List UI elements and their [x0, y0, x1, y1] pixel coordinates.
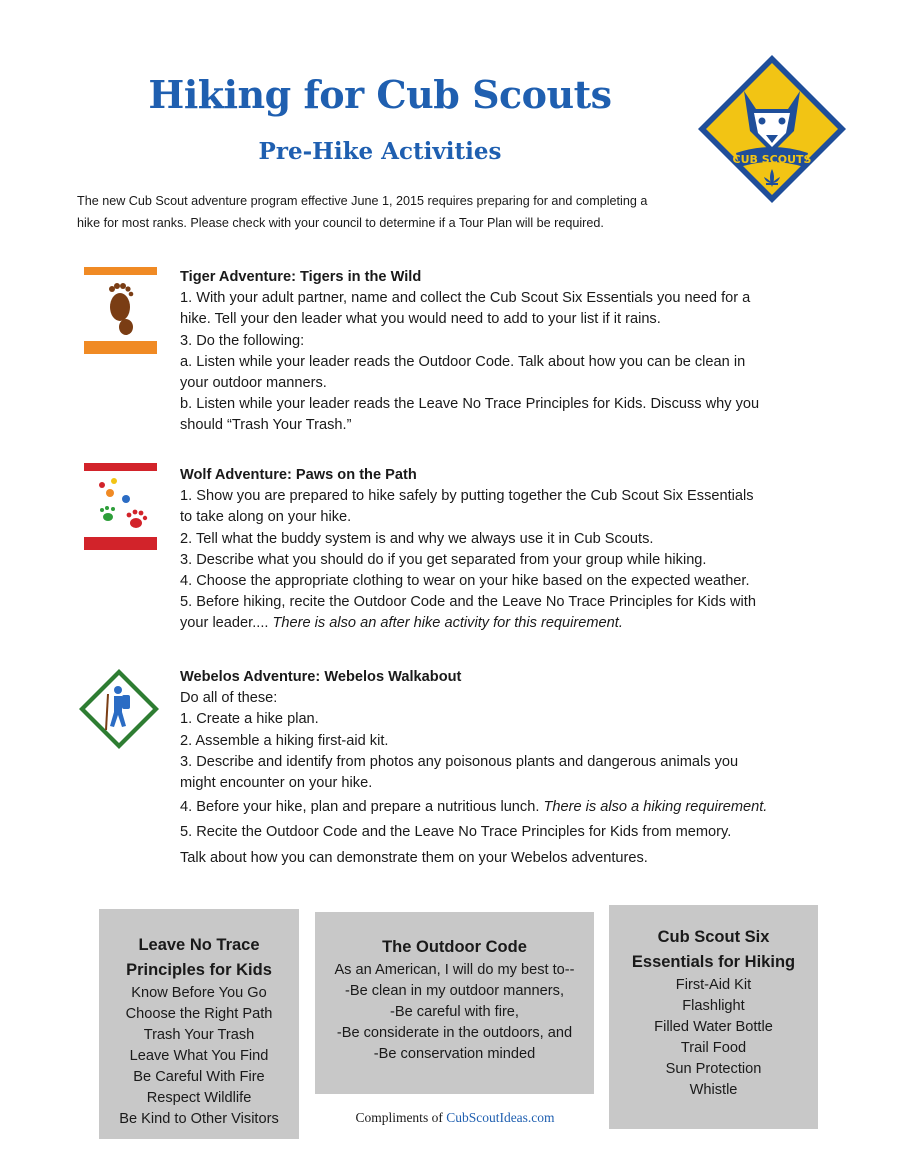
- site-link[interactable]: CubScoutIdeas.com: [446, 1110, 555, 1125]
- page-subtitle: Pre-Hike Activities: [258, 138, 502, 165]
- list-item: -Be careful with fire,: [390, 1004, 519, 1020]
- list-item: Do all of these:: [180, 690, 278, 707]
- list-item: Trash Your Trash: [143, 1027, 255, 1043]
- box-title: Essentials for Hiking: [631, 953, 796, 971]
- outdoor-code-box: [315, 912, 594, 1094]
- list-item: 2. Tell what the buddy system is and why we always use it in Cub Scouts.: [180, 530, 654, 547]
- webelos-badge: [78, 668, 160, 750]
- page-title: Hiking for Cub Scouts: [148, 72, 612, 117]
- list-item: Leave What You Find: [129, 1048, 269, 1064]
- list-item: 3. Describe what you should do if you get separated from your group while hiking.: [180, 551, 707, 568]
- list-item: 4. Choose the appropriate clothing to wear on your hike based on the expected weather.: [180, 573, 750, 590]
- list-item: Be Kind to Other Visitors: [119, 1111, 279, 1127]
- list-item: might encounter on your hike.: [180, 775, 373, 792]
- list-item: Whistle: [689, 1082, 738, 1098]
- list-item: should “Trash Your Trash.”: [180, 417, 352, 434]
- list-item: to take along on your hike.: [180, 509, 352, 526]
- list-item: -Be clean in my outdoor manners,: [344, 983, 564, 999]
- leave-no-trace-box: [99, 909, 299, 1139]
- list-item: -Be considerate in the outdoors, and: [336, 1025, 573, 1041]
- box-title: Cub Scout Six: [657, 928, 770, 946]
- box-title: Leave No Trace: [138, 936, 260, 954]
- list-item: As an American, I will do my best to--: [334, 962, 575, 978]
- box-title: Principles for Kids: [126, 961, 272, 979]
- list-item: hike. Tell your den leader what you would need to add to your list if it rains.: [180, 311, 661, 328]
- webelos-adventure: [180, 667, 840, 869]
- list-item: a. Listen while your leader reads the Outdoor Code. Talk about how you can be clean in: [180, 353, 746, 370]
- list-item: First-Aid Kit: [675, 977, 752, 993]
- list-item: 1. With your adult partner, name and collect the Cub Scout Six Essentials you need for a: [180, 290, 751, 307]
- list-item: Respect Wildlife: [146, 1090, 252, 1106]
- list-item: 2. Assemble a hiking first-aid kit.: [180, 732, 389, 749]
- wolf-badge: [84, 463, 157, 550]
- list-item: Be Careful With Fire: [133, 1069, 265, 1085]
- list-item: Trail Food: [680, 1040, 747, 1056]
- list-item: 5. Before hiking, recite the Outdoor Code and the Leave No Trace Principles for Kids with: [180, 594, 756, 611]
- box-title: The Outdoor Code: [382, 938, 527, 956]
- footer-credit: Compliments of CubScoutIdeas.com: [355, 1110, 555, 1125]
- wolf-adventure: [180, 465, 840, 635]
- svg-text:CUB SCOUTS: CUB SCOUTS: [732, 153, 812, 166]
- list-item: Sun Protection: [665, 1061, 762, 1077]
- list-item: 1. Show you are prepared to hike safely by putting together the Cub Scout Six Essentials: [180, 488, 754, 505]
- list-item: your outdoor manners.: [180, 375, 327, 392]
- list-item: Talk about how you can demonstrate them on your Webelos adventures.: [180, 849, 648, 866]
- tiger-badge: [84, 267, 157, 354]
- cub-scouts-logo: [696, 53, 848, 205]
- tiger-heading: Tiger Adventure: Tigers in the Wild: [180, 269, 422, 285]
- list-item: Flashlight: [682, 998, 745, 1014]
- list-item: 1. Create a hike plan.: [180, 711, 319, 728]
- six-essentials-box: [609, 905, 818, 1129]
- intro-text: The new Cub Scout adventure program effective June 1, 2015 requires preparing for and completing a hike for most ranks. Please check with your council to determine if a Tour Plan will be required.: [77, 194, 648, 230]
- webelos-heading: Webelos Adventure: Webelos Walkabout: [180, 669, 462, 685]
- list-item: b. Listen while your leader reads the Leave No Trace Principles for Kids. Discuss why you: [180, 396, 760, 413]
- list-item: 4. Before your hike, plan and prepare a nutritious lunch. There is also a hiking requirement.: [180, 799, 768, 816]
- list-item: -Be conservation minded: [373, 1046, 536, 1062]
- list-item: Know Before You Go: [131, 985, 267, 1001]
- list-item: 5. Recite the Outdoor Code and the Leave No Trace Principles for Kids from memory.: [180, 824, 732, 841]
- list-item: Choose the Right Path: [125, 1006, 273, 1022]
- wolf-heading: Wolf Adventure: Paws on the Path: [180, 467, 417, 483]
- tiger-adventure: [180, 267, 840, 437]
- list-item: your leader.... There is also an after hike activity for this requirement.: [180, 615, 623, 632]
- list-item: Filled Water Bottle: [654, 1019, 773, 1035]
- list-item: 3. Do the following:: [180, 332, 305, 349]
- list-item: 3. Describe and identify from photos any poisonous plants and dangerous animals you: [180, 753, 739, 770]
